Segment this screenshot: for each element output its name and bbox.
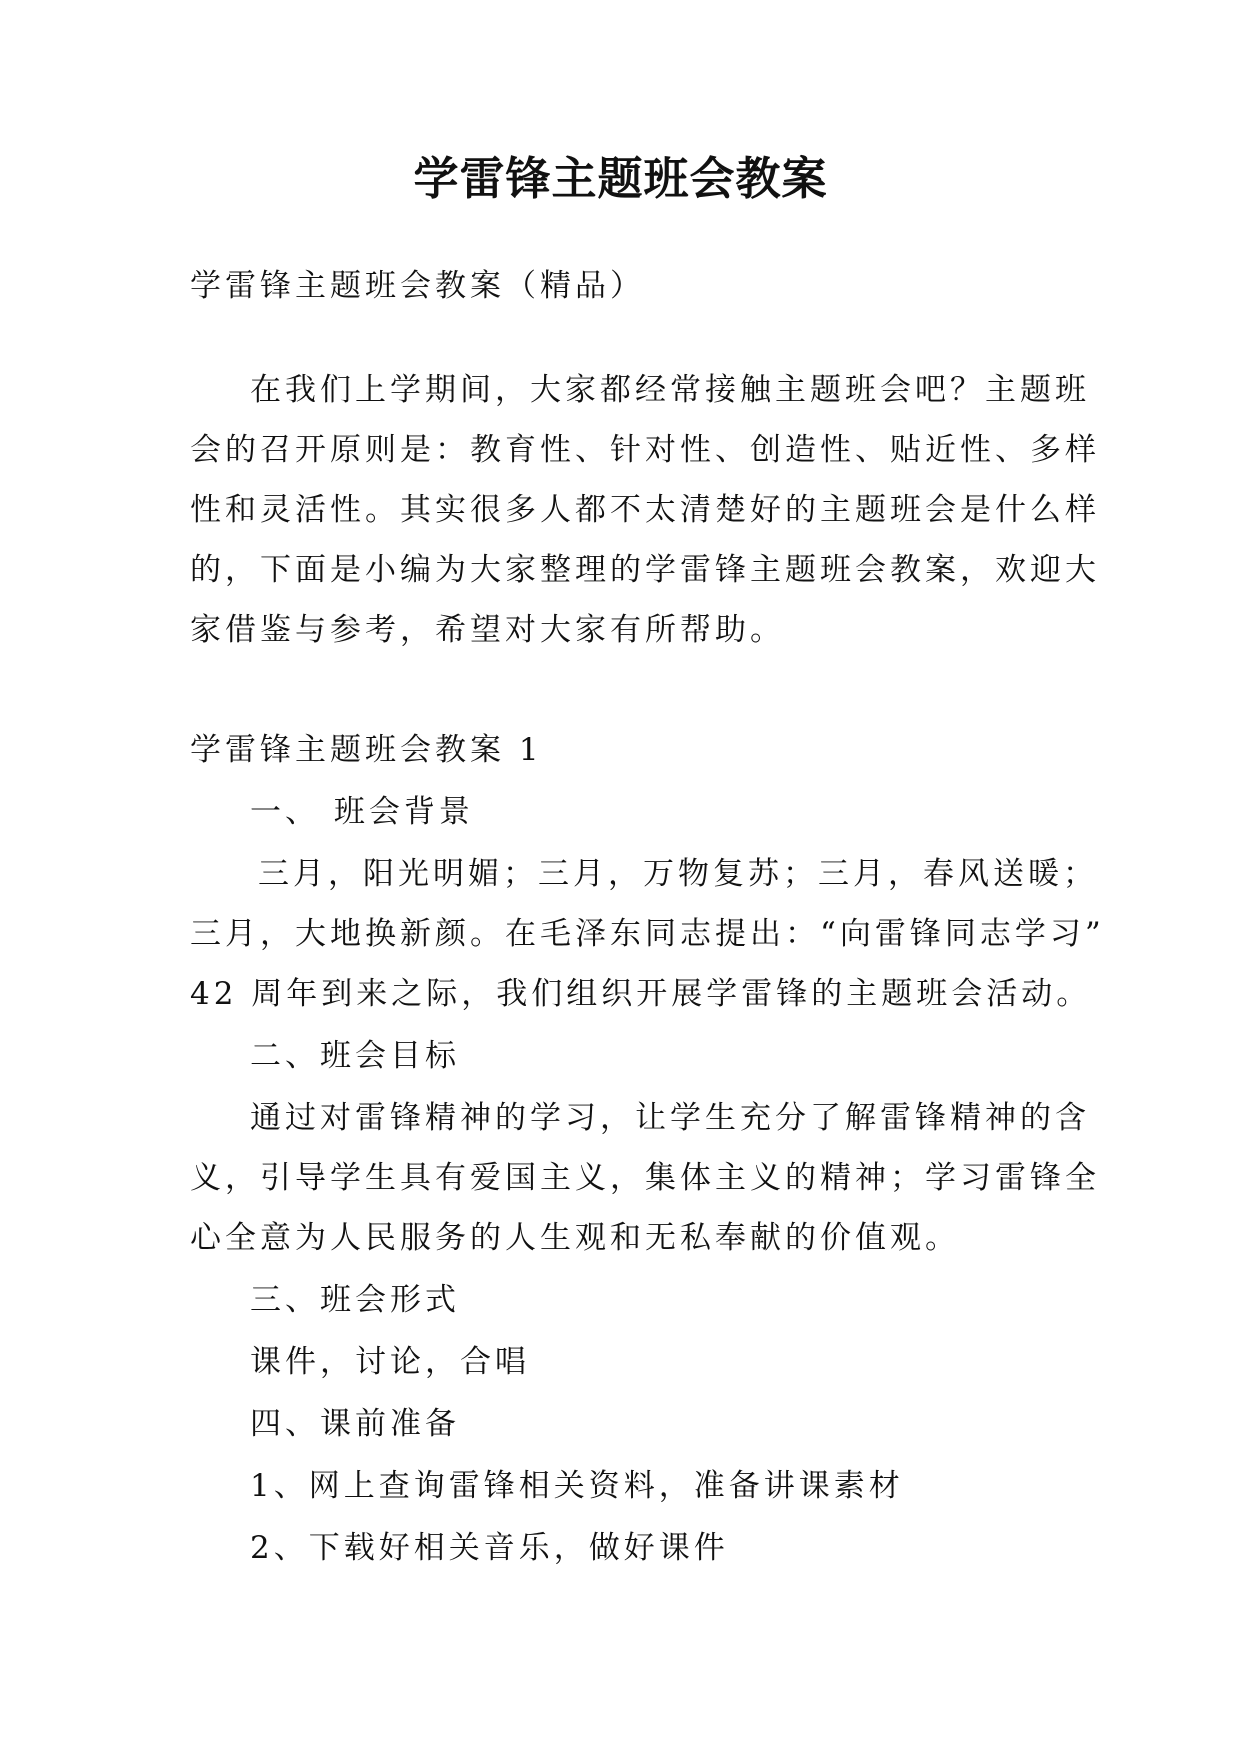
subsection-heading-format: 三、班会形式 — [250, 1282, 460, 1318]
subsection-heading-preparation: 四、课前准备 — [250, 1406, 460, 1442]
background-line: 42 周年到来之际，我们组织开展学雷锋的主题班会活动。 — [190, 976, 1092, 1012]
subsection-heading-goal: 二、班会目标 — [250, 1038, 460, 1074]
goal-line: 义，引导学生具有爱国主义，集体主义的精神；学习雷锋全 — [190, 1160, 1100, 1196]
background-line: 三月，阳光明媚；三月，万物复苏；三月，春风送暖； — [258, 856, 1098, 892]
preparation-item: 1、网上查询雷锋相关资料，准备讲课素材 — [250, 1468, 904, 1504]
goal-line: 心全意为人民服务的人生观和无私奉献的价值观。 — [190, 1220, 960, 1256]
intro-line: 会的召开原则是：教育性、针对性、创造性、贴近性、多样 — [190, 432, 1100, 468]
intro-line: 性和灵活性。其实很多人都不太清楚好的主题班会是什么样 — [190, 492, 1100, 528]
intro-line: 家借鉴与参考，希望对大家有所帮助。 — [190, 612, 785, 648]
document-title: 学雷锋主题班会教案 — [413, 152, 828, 205]
document-subtitle: 学雷锋主题班会教案（精品） — [190, 268, 645, 304]
preparation-item: 2、下载好相关音乐，做好课件 — [250, 1530, 729, 1566]
format-text: 课件，讨论，合唱 — [250, 1344, 530, 1380]
background-line: 三月，大地换新颜。在毛泽东同志提出：“向雷锋同志学习” — [190, 916, 1105, 952]
intro-line: 的，下面是小编为大家整理的学雷锋主题班会教案，欢迎大 — [190, 552, 1100, 588]
section-heading: 学雷锋主题班会教案 1 — [190, 732, 543, 768]
goal-line: 通过对雷锋精神的学习，让学生充分了解雷锋精神的含 — [250, 1100, 1090, 1136]
intro-line: 在我们上学期间，大家都经常接触主题班会吧？主题班 — [250, 372, 1090, 408]
subsection-heading-background: 一、 班会背景 — [250, 794, 474, 830]
